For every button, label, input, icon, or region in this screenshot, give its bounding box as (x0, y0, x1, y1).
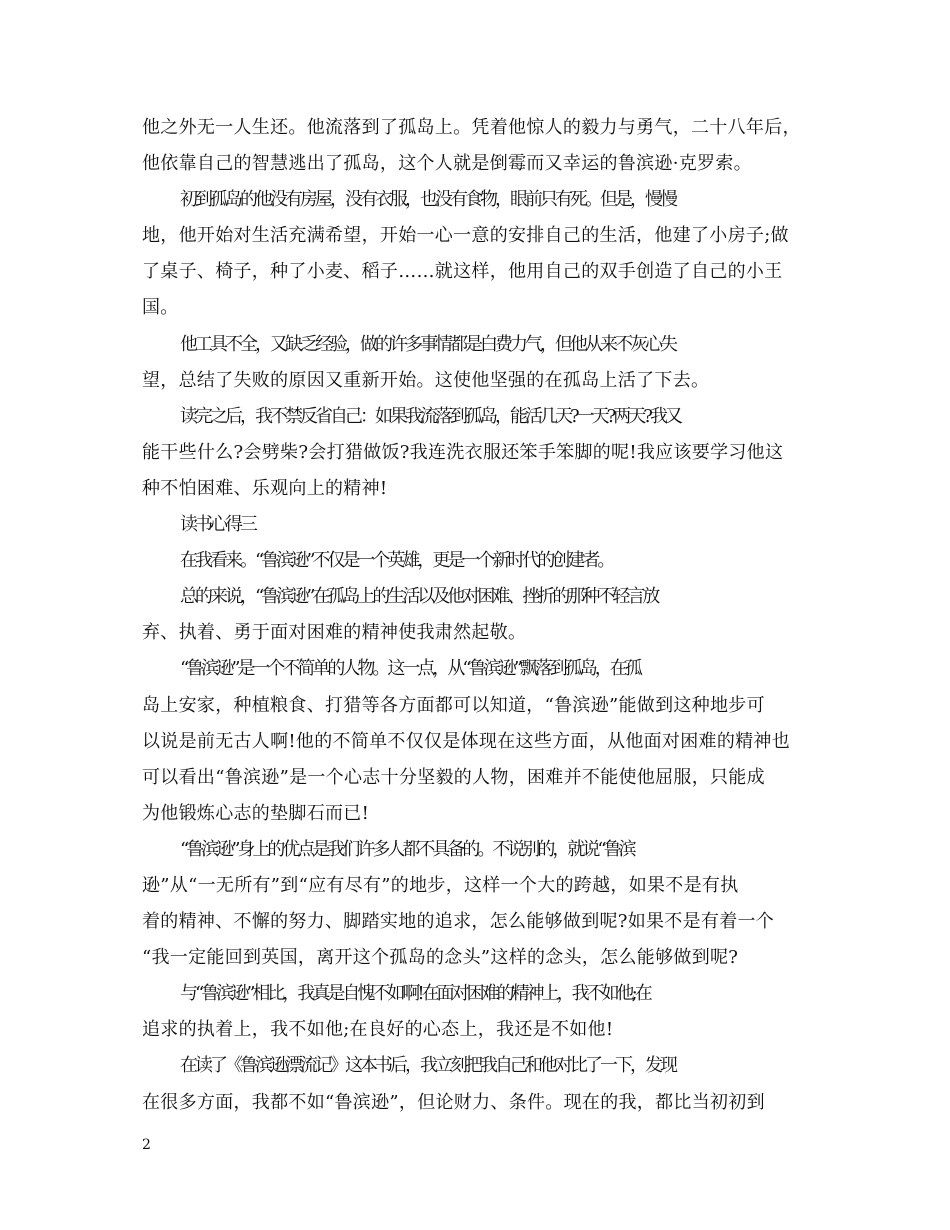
text-line: 了桌子、椅子，种了小麦、稻子……就这样，他用自己的双手创造了自己的小王 (142, 261, 783, 283)
text-line: 种不怕困难、乐观向上的精神! (142, 477, 388, 499)
text-line: 读书心得三 (180, 514, 255, 536)
text-line: 着的精神、不懈的努力、脚踏实地的追求，怎么能够做到呢?如果不是有着一个 (142, 911, 775, 933)
text-line: “鲁滨逊”是一个不简单的人物。这一点，从“鲁滨逊”飘落到孤岛，在孤 (180, 658, 640, 680)
text-line: 岛上安家，种植粮食、打猎等各方面都可以知道，“鲁滨逊”能做到这种地步可 (142, 694, 765, 716)
text-line: 在很多方面，我都不如“鲁滨逊”，但论财力、条件。现在的我，都比当初初到 (142, 1091, 765, 1113)
text-line: 总的来说，“鲁滨逊”在孤岛上的生活以及他对困难、挫折的那种不轻言放 (180, 586, 658, 608)
text-line: 在读了《鲁滨逊漂流记》这本书后，我立刻把我自己和他对比了一下，发现 (180, 1055, 675, 1077)
text-line: 能干些什么?会劈柴?会打猎做饭?我连洗衣服还笨手笨脚的呢!我应该要学习他这 (142, 441, 784, 463)
text-line: 望，总结了失败的原因又重新开始。这使他坚强的在孤岛上活了下去。 (142, 369, 710, 391)
text-line: “鲁滨逊”身上的优点是我们许多人都不具备的。不说别的，就说“鲁滨 (180, 838, 634, 860)
text-line: 他工具不全，又缺乏经验，做的许多事情都是白费力气，但他从来不灰心失 (180, 333, 675, 355)
text-line: 以说是前无古人啊!他的不简单不仅仅是体现在这些方面，从他面对困难的精神也 (142, 730, 791, 752)
text-line: 他之外无一人生还。他流落到了孤岛上。凭着他惊人的毅力与勇气，二十八年后， (142, 117, 801, 138)
page-number: 2 (142, 1137, 151, 1153)
text-line: 国。 (142, 297, 179, 319)
text-line: 初到孤岛的他没有房屋，没有衣服，也没有食物，眼前只有死。但是，慢慢 (180, 189, 675, 211)
text-line: 他依靠自己的智慧逃出了孤岛，这个人就是倒霉而又幸运的鲁滨逊·克罗索。 (142, 153, 752, 175)
text-line: 为他锻炼心志的垫脚石而已! (142, 802, 370, 824)
text-line: 与“鲁滨逊”相比，我真是自愧不如啊!在面对困难的精神上，我不如他;在 (180, 983, 650, 1005)
text-line: 追求的执着上，我不如他;在良好的心态上，我还是不如他! (142, 1019, 614, 1041)
text-line: “我一定能回到英国，离开这个孤岛的念头”这样的念头，怎么能够做到呢? (142, 947, 739, 969)
text-line: 弃、执着、勇于面对困难的精神使我肃然起敬。 (142, 622, 527, 644)
text-line: 逊”从“一无所有”到“应有尽有”的地步，这样一个大的跨越，如果不是有执 (142, 874, 739, 896)
text-line: 读完之后，我不禁反省自己：如果我流落到孤岛，能活几天?一天?两天?我又 (180, 405, 680, 427)
document-body (142, 110, 808, 1121)
text-line: 地，他开始对生活充满希望，开始一心一意的安排自己的生活，他建了小房子;做 (142, 225, 789, 247)
text-line: 在我看来。“鲁滨逊”不仅是一个英雄，更是一个新时代的创建者。 (180, 550, 613, 572)
text-line: 可以看出“鲁滨逊”是一个心志十分坚毅的人物，困难并不能使他屈服，只能成 (142, 766, 765, 788)
